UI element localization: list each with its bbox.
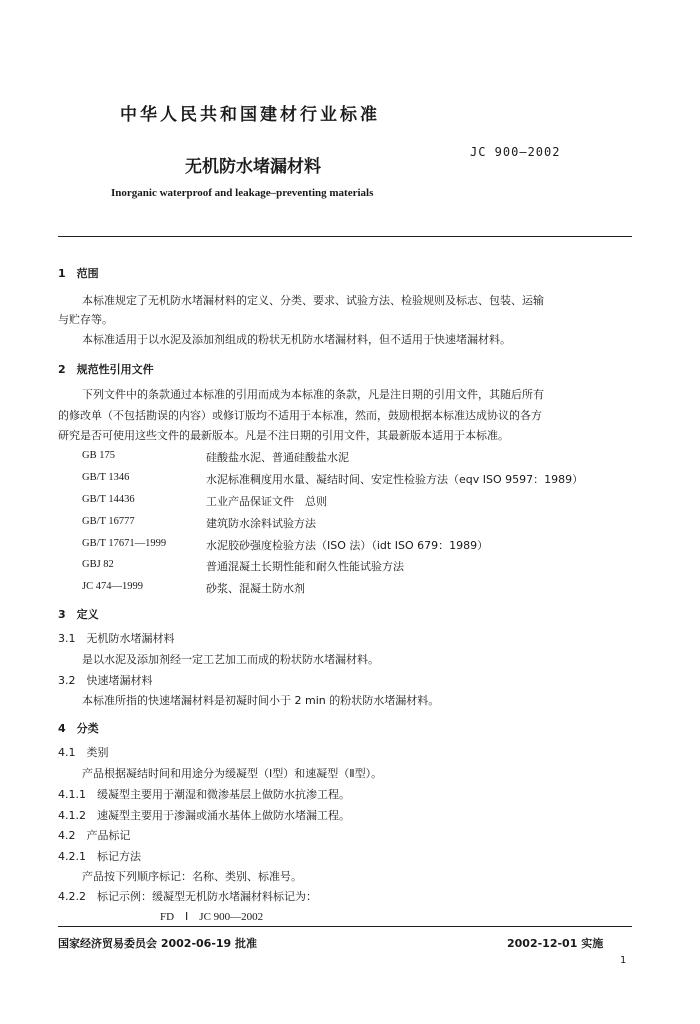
section-4-1-2: 4.1.2 速凝型主要用于渗漏或涌水基体上做防水堵漏工程。	[58, 809, 350, 822]
section-2-para-c: 研究是否可使用这些文件的最新版本。凡是不注日期的引用文件，其最新版本适用于本标准。	[58, 429, 509, 442]
section-2-title: 2 规范性引用文件	[58, 363, 154, 376]
section-4-2-1-text: 产品按下列顺序标记：名称、类别、标准号。	[82, 870, 302, 883]
section-4-1-title: 4.1 类别	[58, 746, 109, 759]
section-1-title: 1 范围	[58, 267, 99, 280]
page-number: 1	[620, 955, 627, 966]
section-4-2-2: 4.2.2 标记示例：缓凝型无机防水堵漏材料标记为：	[58, 890, 317, 903]
section-3-2-text: 本标准所指的快速堵漏材料是初凝时间小于 2 min 的粉状防水堵漏材料。	[82, 694, 440, 707]
ref-title: 水泥标准稠度用水量、凝结时间、安定性检验方法（eqv ISO 9597：1989）	[206, 473, 584, 486]
issuing-agency: 中华人民共和国建材行业标准	[120, 105, 380, 125]
footer-rule	[58, 926, 632, 927]
ref-title: 建筑防水涂料试验方法	[206, 517, 316, 530]
ref-title: 硅酸盐水泥、普通硅酸盐水泥	[206, 451, 349, 464]
ref-code: GBJ 82	[82, 559, 114, 570]
ref-code: GB/T 17671—1999	[82, 538, 167, 549]
title-english: Inorganic waterproof and leakage–preventing materials	[111, 187, 374, 199]
section-1-para-1a: 本标准规定了无机防水堵漏材料的定义、分类、要求、试验方法、检验规则及标志、包装、运输	[82, 294, 544, 307]
ref-code: GB 175	[82, 450, 115, 461]
header-rule	[58, 236, 632, 237]
section-3-1-title: 3.1 无机防水堵漏材料	[58, 632, 175, 645]
section-3-1-text: 是以水泥及添加剂经一定工艺加工而成的粉状防水堵漏材料。	[82, 653, 379, 666]
section-1-para-2: 本标准适用于以水泥及添加剂组成的粉状无机防水堵漏材料，但不适用于快速堵漏材料。	[82, 333, 511, 346]
section-3-2-title: 3.2 快速堵漏材料	[58, 674, 153, 687]
ref-code: GB/T 1346	[82, 472, 130, 483]
ref-code: GB/T 14436	[82, 494, 135, 505]
effective-date: 2002-12-01 实施	[507, 937, 604, 950]
ref-code: GB/T 16777	[82, 516, 135, 527]
ref-title: 普通混凝土长期性能和耐久性能试验方法	[206, 560, 404, 573]
issuer-line: 国家经济贸易委员会 2002-06-19 批准	[58, 937, 258, 950]
ref-code: JC 474—1999	[82, 581, 143, 592]
ref-title: 砂浆、混凝土防水剂	[206, 582, 305, 595]
section-4-2-title: 4.2 产品标记	[58, 829, 131, 842]
ref-title: 工业产品保证文件 总则	[206, 495, 327, 508]
section-3-title: 3 定义	[58, 608, 99, 621]
section-4-title: 4 分类	[58, 722, 99, 735]
section-2-para-a: 下列文件中的条款通过本标准的引用而成为本标准的条款，凡是注日期的引用文件，其随后所有	[82, 388, 544, 401]
section-1-para-1b: 与贮存等。	[58, 313, 113, 326]
section-4-1-1: 4.1.1 缓凝型主要用于潮湿和微渗基层上做防水抗渗工程。	[58, 788, 350, 801]
section-4-2-1-title: 4.2.1 标记方法	[58, 850, 141, 863]
title-chinese: 无机防水堵漏材料	[185, 157, 321, 177]
ref-title: 水泥胶砂强度检验方法（ISO 法）（idt ISO 679：1989）	[206, 539, 489, 552]
section-2-para-b: 的修改单（不包括勘误的内容）或修订版均不适用于本标准，然而，鼓励根据本标准达成协议的各方	[58, 409, 542, 422]
standard-number: JC 900—2002	[470, 145, 561, 159]
section-4-1-text: 产品根据凝结时间和用途分为缓凝型（Ⅰ型）和速凝型（Ⅱ型）。	[82, 767, 383, 780]
marking-example: FD Ⅰ JC 900—2002	[160, 911, 264, 923]
